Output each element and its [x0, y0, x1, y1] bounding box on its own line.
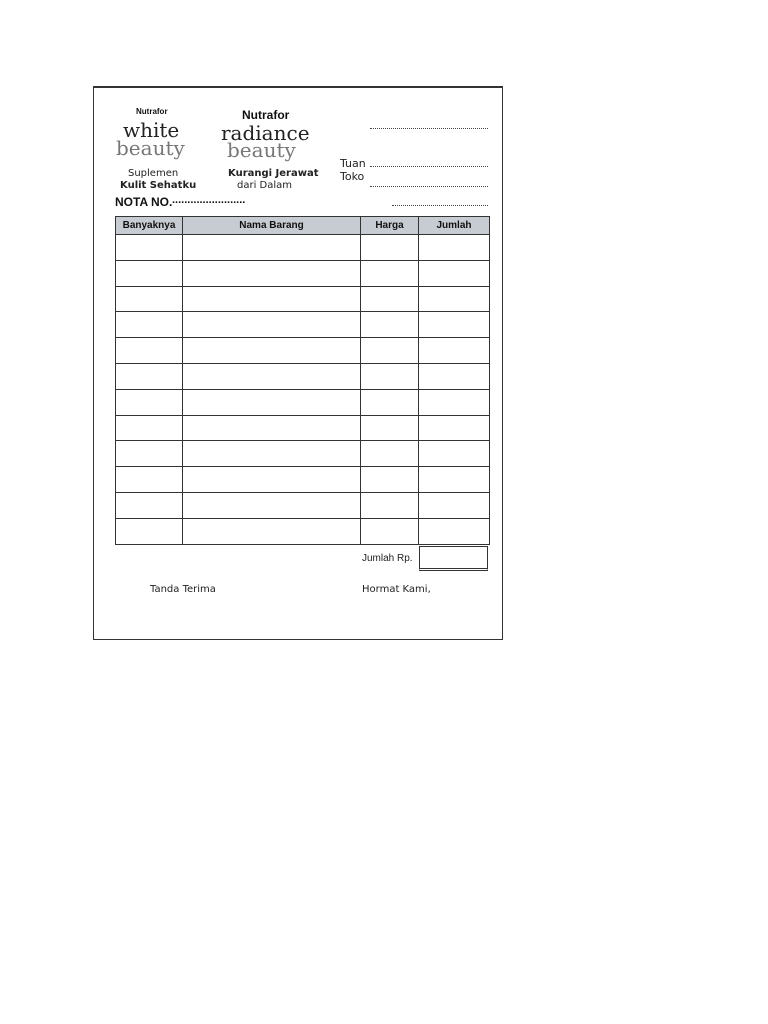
qty-cell[interactable] [116, 518, 183, 544]
price-cell[interactable] [361, 286, 419, 312]
item-name-cell[interactable] [183, 415, 361, 441]
item-name-cell[interactable] [183, 286, 361, 312]
amount-cell[interactable] [419, 235, 490, 261]
brand1-tagline-1: Suplemen [128, 168, 179, 179]
jumlah-rp-label: Jumlah Rp. [362, 553, 413, 564]
item-name-cell[interactable] [183, 363, 361, 389]
price-cell[interactable] [361, 338, 419, 364]
price-cell[interactable] [361, 363, 419, 389]
qty-cell[interactable] [116, 312, 183, 338]
toko-label: Toko [340, 170, 365, 183]
amount-cell[interactable] [419, 363, 490, 389]
item-name-cell[interactable] [183, 492, 361, 518]
item-name-cell[interactable] [183, 235, 361, 261]
item-name-cell[interactable] [183, 441, 361, 467]
amount-cell[interactable] [419, 338, 490, 364]
qty-cell[interactable] [116, 338, 183, 364]
col-header-harga: Harga [361, 217, 419, 235]
qty-cell[interactable] [116, 492, 183, 518]
total-amount-field[interactable] [419, 546, 488, 571]
price-cell[interactable] [361, 389, 419, 415]
brand1-tagline-2: Kulit Sehatku [120, 180, 197, 191]
item-name-cell[interactable] [183, 467, 361, 493]
table-row [116, 441, 490, 467]
qty-cell[interactable] [116, 415, 183, 441]
col-header-jumlah: Jumlah [419, 217, 490, 235]
qty-cell[interactable] [116, 467, 183, 493]
table-row [116, 235, 490, 261]
col-header-banyaknya: Banyaknya [116, 217, 183, 235]
brand2-tagline-2: dari Dalam [237, 180, 293, 191]
qty-cell[interactable] [116, 260, 183, 286]
item-name-cell[interactable] [183, 338, 361, 364]
table-row [116, 415, 490, 441]
item-name-cell[interactable] [183, 518, 361, 544]
amount-cell[interactable] [419, 492, 490, 518]
table-row [116, 338, 490, 364]
qty-cell[interactable] [116, 235, 183, 261]
table-row [116, 389, 490, 415]
qty-cell[interactable] [116, 441, 183, 467]
brand2-logo: Nutrafor [242, 108, 290, 122]
price-cell[interactable] [361, 312, 419, 338]
tanda-terima-label: Tanda Terima [150, 584, 216, 595]
qty-cell[interactable] [116, 389, 183, 415]
tuan-field[interactable] [370, 166, 488, 167]
brand2-name-line2: beauty [227, 138, 296, 162]
toko-field[interactable] [370, 186, 488, 187]
table-row [116, 286, 490, 312]
table-row [116, 312, 490, 338]
qty-cell[interactable] [116, 286, 183, 312]
nota-number-field[interactable]: ........................ [172, 194, 246, 206]
price-cell[interactable] [361, 441, 419, 467]
tuan-label: Tuan [340, 157, 366, 170]
table-row [116, 518, 490, 544]
amount-cell[interactable] [419, 518, 490, 544]
table-row [116, 260, 490, 286]
nota-label: NOTA NO. [115, 195, 173, 209]
brand1-logo: Nutrafor [136, 107, 168, 116]
amount-cell[interactable] [419, 441, 490, 467]
table-row [116, 363, 490, 389]
qty-cell[interactable] [116, 363, 183, 389]
price-cell[interactable] [361, 492, 419, 518]
brand2-tagline-1: Kurangi Jerawat [228, 168, 319, 179]
hormat-kami-label: Hormat Kami, [362, 584, 431, 595]
price-cell[interactable] [361, 235, 419, 261]
address-line[interactable] [392, 205, 488, 206]
amount-cell[interactable] [419, 415, 490, 441]
item-name-cell[interactable] [183, 389, 361, 415]
price-cell[interactable] [361, 260, 419, 286]
amount-cell[interactable] [419, 286, 490, 312]
amount-cell[interactable] [419, 389, 490, 415]
items-table [115, 216, 490, 545]
date-line[interactable] [370, 128, 488, 129]
brand2-name-line1: radiance [221, 121, 310, 145]
col-header-nama-barang: Nama Barang [183, 217, 361, 235]
price-cell[interactable] [361, 518, 419, 544]
item-name-cell[interactable] [183, 260, 361, 286]
price-cell[interactable] [361, 415, 419, 441]
price-cell[interactable] [361, 467, 419, 493]
table-row [116, 492, 490, 518]
brand1-name-line1: white [123, 118, 180, 142]
brand1-name-line2: beauty [116, 136, 185, 160]
item-name-cell[interactable] [183, 312, 361, 338]
invoice-form [93, 86, 503, 640]
amount-cell[interactable] [419, 467, 490, 493]
table-row [116, 467, 490, 493]
table-header-row [116, 217, 490, 235]
amount-cell[interactable] [419, 260, 490, 286]
amount-cell[interactable] [419, 312, 490, 338]
